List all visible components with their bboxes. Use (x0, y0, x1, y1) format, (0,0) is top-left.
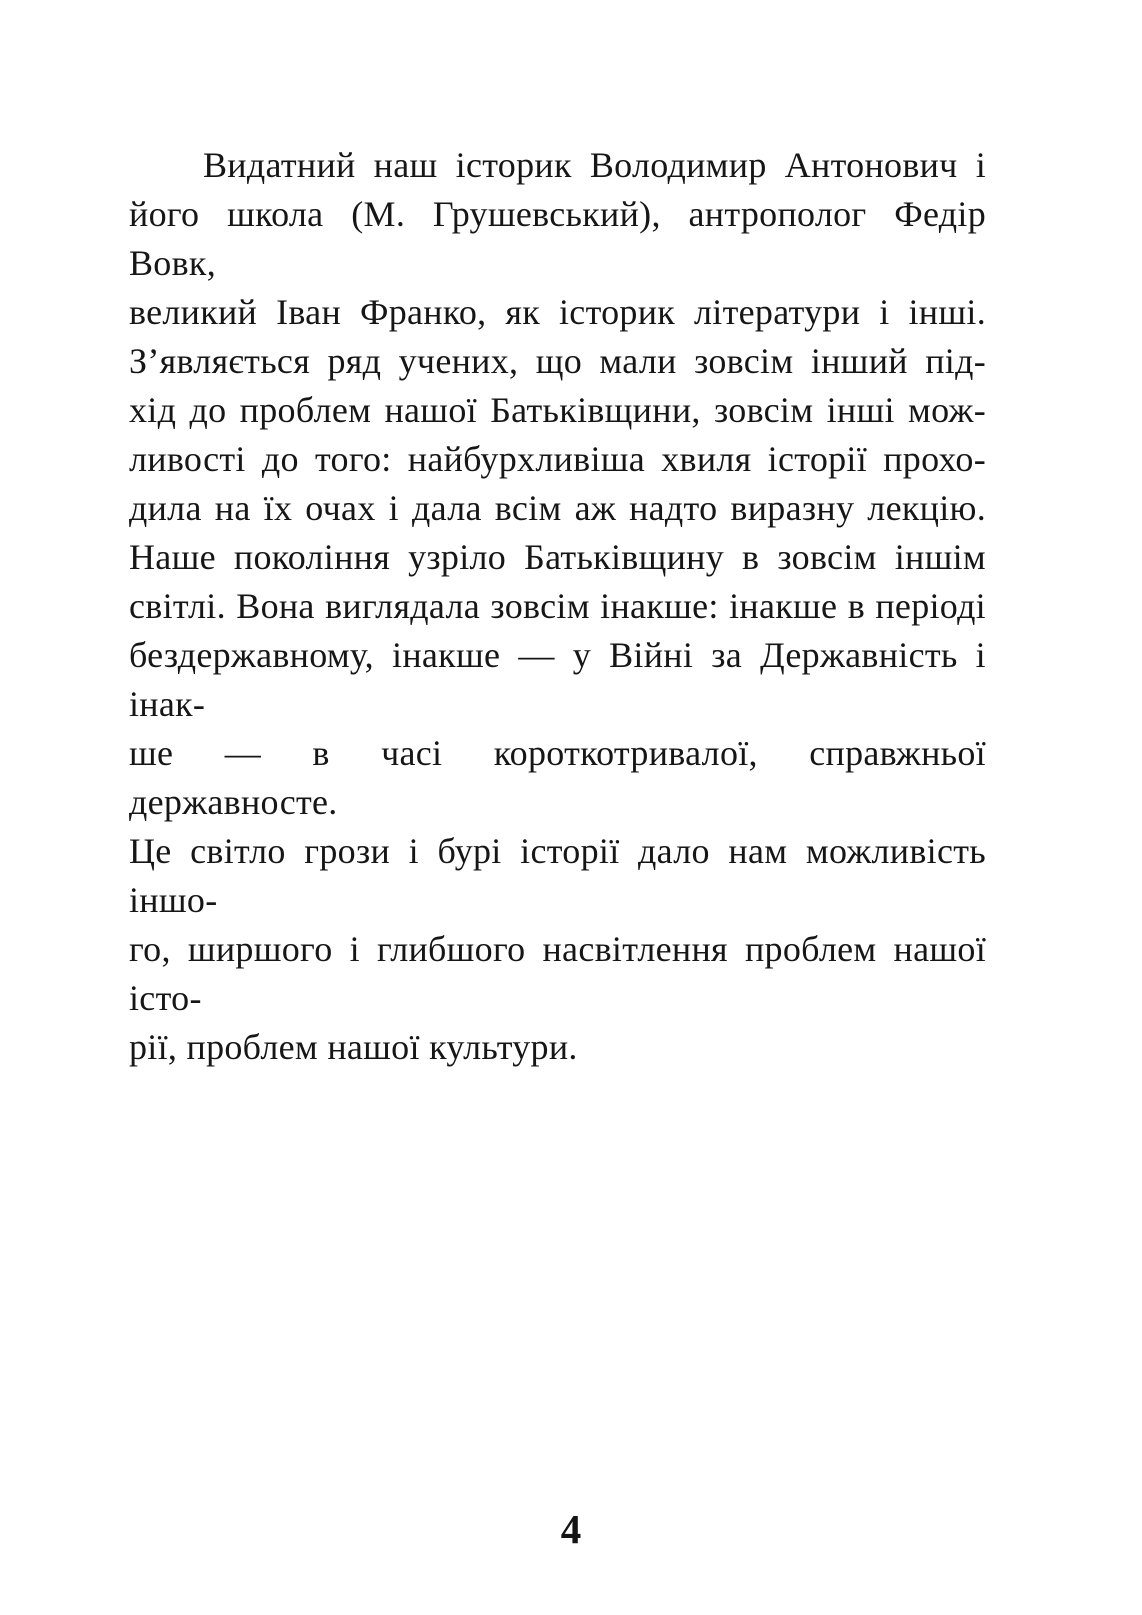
paragraph-line: ливості до того: найбурхливіша хвиля історії прохо- (129, 439, 986, 479)
paragraph-line: го, ширшого і глибшого насвітлення проблем нашої істо- (129, 929, 986, 1018)
paragraph-line: його школа (М. Грушевський), антрополог Федір Вовк, (129, 194, 986, 283)
paragraph-line: рії, проблем нашої культури. (129, 1027, 578, 1067)
paragraph-line: світлі. Вона виглядала зовсім інакше: інакше в періоді (129, 586, 986, 626)
page-number: 4 (560, 1506, 582, 1552)
paragraph-line: ше — в часі короткотривалої, справжньої державносте. (129, 733, 986, 822)
paragraph (129, 141, 986, 1072)
paragraph-line: З’являється ряд учених, що мали зовсім інший під- (129, 341, 986, 381)
paragraph-line: Наше покоління узріло Батьківщину в зовсім іншім (129, 537, 986, 577)
paragraph-line: Видатний наш історик Володимир Антонович і (203, 145, 986, 185)
paragraph-line: хід до проблем нашої Батьківщини, зовсім інші мож- (129, 390, 986, 430)
paragraph-line: дила на їх очах і дала всім аж надто виразну лекцію. (129, 488, 986, 528)
paragraph-line: великий Іван Франко, як історик літератури і інші. (129, 292, 986, 332)
paragraph-line: бездержавному, інакше — у Війні за Державність і інак- (129, 635, 986, 724)
paragraph-line: Це світло грози і бурі історії дало нам можливість іншо- (129, 831, 986, 920)
